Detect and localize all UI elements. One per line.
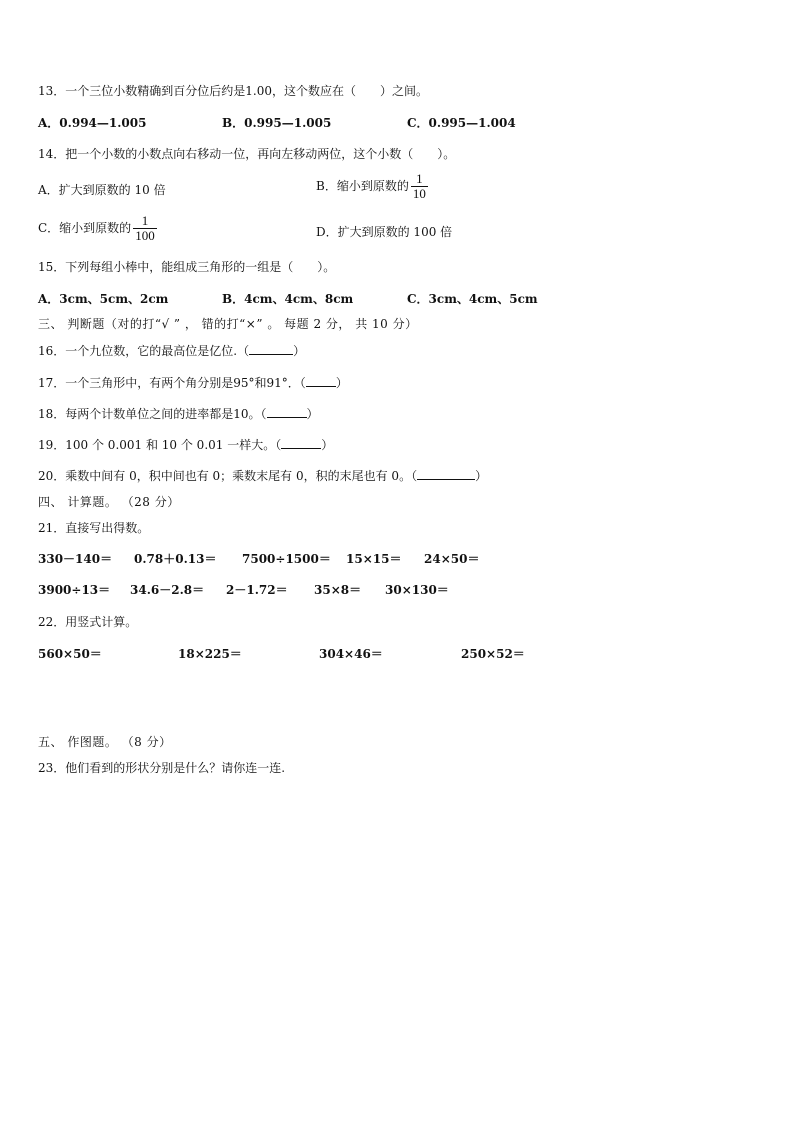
calc-item: 30×130＝: [385, 583, 449, 597]
section-3-heading: 三、 判断题（对的打“√ ” ， 错的打“×” 。 每题 2 分， 共 10 分）: [38, 317, 418, 331]
vertical-calc-item: 18×225＝: [178, 647, 242, 661]
calc-item: 15×15＝: [346, 552, 402, 566]
calc-item: 7500÷1500＝: [242, 552, 331, 566]
question-23-stem: 23．他们看到的形状分别是什么？请你连一连.: [38, 761, 286, 775]
q13-option-c[interactable]: C．0.995—1.004: [407, 116, 516, 130]
judge-item-18: 18．每两个计数单位之间的进率都是10。（ ）: [38, 407, 319, 421]
judge-item-16: 16．一个九位数，它的最高位是亿位.（ ）: [38, 344, 306, 358]
calc-item: 3900÷13＝: [38, 583, 111, 597]
calc-item: 34.6－2.8＝: [130, 583, 205, 597]
calc-item: 330－140＝: [38, 552, 113, 566]
q14-option-b-text: B．缩小到原数的: [316, 179, 409, 193]
question-22-stem: 22．用竖式计算。: [38, 615, 138, 629]
question-13-stem: 13．一个三位小数精确到百分位后约是1.00，这个数应在（ ）之间。: [38, 84, 428, 98]
section-5-heading: 五、 作图题。 （8 分）: [38, 735, 172, 749]
fraction-one-tenth: $\frac{1}{10}$: [412, 171, 426, 201]
q14-option-a[interactable]: A．扩大到原数的 10 倍: [38, 183, 166, 197]
answer-blank[interactable]: [281, 437, 321, 449]
question-14-stem: 14．把一个小数的小数点向右移动一位，再向左移动两位，这个小数（ ）。: [38, 147, 456, 161]
answer-blank[interactable]: [267, 406, 307, 418]
question-21-stem: 21．直接写出得数。: [38, 521, 150, 535]
calc-item: 24×50＝: [424, 552, 480, 566]
calc-item: 0.78＋0.13＝: [134, 552, 217, 566]
q13-option-b[interactable]: B．0.995—1.005: [222, 116, 332, 130]
judge-item-20: 20．乘数中间有 0，积中间也有 0；乘数末尾有 0，积的末尾也有 0。（ ）: [38, 469, 488, 483]
q15-option-c[interactable]: C．3cm、4cm、5cm: [407, 292, 538, 306]
q13-option-a[interactable]: A．0.994—1.005: [38, 116, 147, 130]
calc-item: 2－1.72＝: [226, 583, 288, 597]
fraction-one-hundredth: $\frac{1}{100}$: [135, 213, 155, 243]
q14-option-c[interactable]: [38, 214, 157, 243]
judge-item-19: 19．100 个 0.001 和 10 个 0.01 一样大。（ ）: [38, 438, 334, 452]
q14-option-b[interactable]: [316, 172, 428, 201]
answer-blank[interactable]: [249, 343, 293, 355]
vertical-calc-item: 560×50＝: [38, 647, 102, 661]
answer-blank[interactable]: [306, 375, 336, 387]
q14-option-d[interactable]: D．扩大到原数的 100 倍: [316, 225, 453, 239]
vertical-calc-item: 250×52＝: [461, 647, 525, 661]
answer-blank[interactable]: [417, 468, 475, 480]
q15-option-b[interactable]: B．4cm、4cm、8cm: [222, 292, 354, 306]
section-4-heading: 四、 计算题。 （28 分）: [38, 495, 180, 509]
vertical-calc-item: 304×46＝: [319, 647, 383, 661]
q14-option-c-text: C．缩小到原数的: [38, 221, 132, 235]
calc-item: 35×8＝: [314, 583, 362, 597]
question-15-stem: 15．下列每组小棒中，能组成三角形的一组是（ ）。: [38, 260, 336, 274]
q15-option-a[interactable]: A．3cm、5cm、2cm: [38, 292, 169, 306]
judge-item-17: 17．一个三角形中，有两个角分别是95°和91°．（ ）: [38, 376, 348, 390]
